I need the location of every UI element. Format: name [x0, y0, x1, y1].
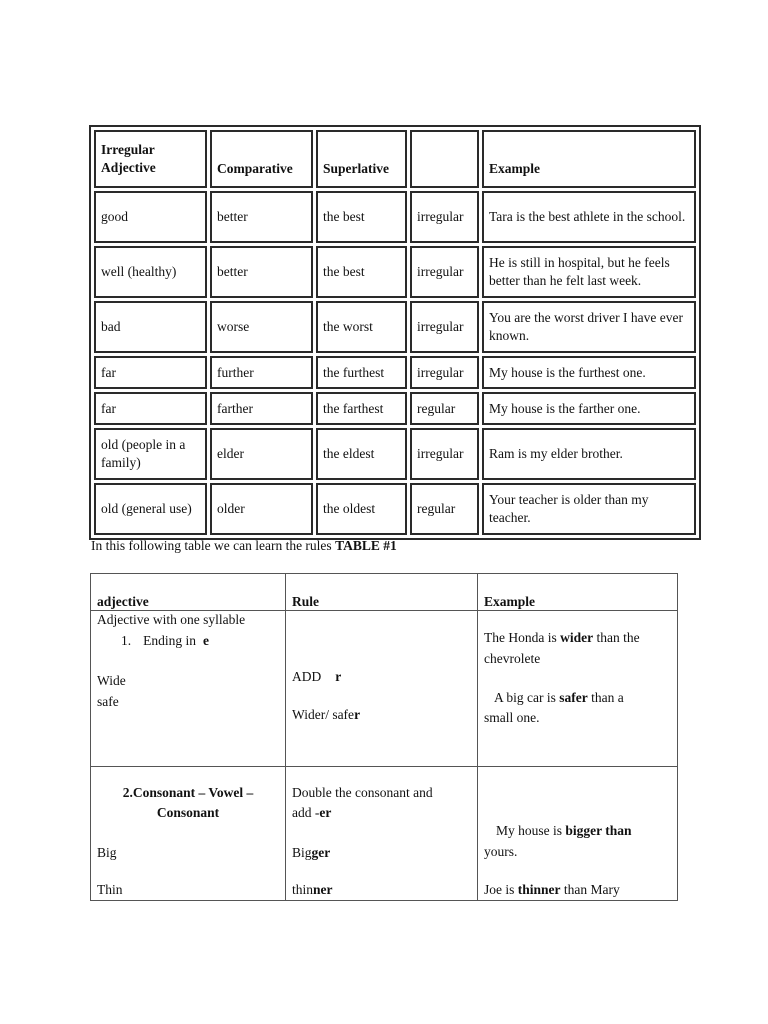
header-comparative: Comparative: [210, 130, 313, 188]
table-cell: bad: [94, 301, 207, 353]
header-rule: Rule: [292, 594, 319, 609]
table-cell: He is still in hospital, but he feels better than he felt last week.: [482, 246, 696, 298]
table-cell: irregular: [410, 246, 479, 298]
adjective-one-syllable-title: Adjective with one syllable: [97, 612, 246, 627]
list-number: 1.: [121, 633, 132, 648]
table-cell: the best: [316, 246, 407, 298]
rule-add: ADD: [292, 669, 322, 684]
example-text: My house is: [496, 823, 566, 838]
rules-table: [90, 573, 678, 901]
table-cell: You are the worst driver I have ever known.: [482, 301, 696, 353]
table-cell: regular: [410, 483, 479, 535]
header-example: Example: [484, 594, 536, 609]
row-divider: [91, 766, 677, 767]
table-cell: elder: [210, 428, 313, 480]
example-text: than Mary: [560, 882, 620, 897]
table-row: [94, 392, 696, 425]
intro-table-label: TABLE #1: [335, 538, 397, 553]
table-cell: worse: [210, 301, 313, 353]
example-honda-line2: chevrolete: [484, 651, 541, 666]
table-cell: Your teacher is older than my teacher.: [482, 483, 696, 535]
table-cell: the eldest: [316, 428, 407, 480]
rule-suffix: er: [319, 805, 332, 820]
intro-sentence: [91, 537, 397, 555]
cvc-title-line1: 2.Consonant – Vowel –: [122, 785, 254, 800]
example-big-car-line1: [494, 688, 624, 708]
example-bold-word: safer: [559, 690, 588, 705]
table-row: [94, 246, 696, 298]
header-example: Example: [482, 130, 696, 188]
rule-example-suffix: r: [354, 707, 361, 722]
table-cell: Tara is the best athlete in the school.: [482, 191, 696, 243]
table-row: [94, 428, 696, 480]
example-text: Joe is: [484, 882, 518, 897]
rule-letter: r: [335, 669, 342, 684]
example-bold-word: thinner: [517, 882, 561, 897]
table-cell: irregular: [410, 191, 479, 243]
list-letter: e: [203, 633, 209, 648]
example-text: The Honda is: [484, 630, 561, 645]
table-row: [94, 191, 696, 243]
table-cell: regular: [410, 392, 479, 425]
table-cell: far: [94, 356, 207, 389]
table-row: [94, 483, 696, 535]
table-cell: irregular: [410, 301, 479, 353]
rule-double-consonant-line2: [292, 803, 331, 823]
list-item-ending-in-e: [121, 631, 209, 651]
table-cell: the worst: [316, 301, 407, 353]
column-divider: [477, 574, 478, 900]
table-cell: the oldest: [316, 483, 407, 535]
example-bold-word: wider: [560, 630, 594, 645]
example-big-car-line2: small one.: [484, 710, 540, 725]
rule-double-consonant-line1: Double the consonant and: [292, 785, 433, 800]
table-cell: further: [210, 356, 313, 389]
example-house-line1: [496, 821, 632, 841]
adjective-word-thin: Thin: [97, 882, 123, 897]
table-cell: irregular: [410, 428, 479, 480]
table-cell: well (healthy): [94, 246, 207, 298]
intro-text: In this following table we can learn the rules: [91, 538, 336, 553]
header-superlative: Superlative: [316, 130, 407, 188]
table-cell: My house is the furthest one.: [482, 356, 696, 389]
adjective-word-big: Big: [97, 845, 117, 860]
table-cell: better: [210, 191, 313, 243]
rule-suffix: ger: [311, 845, 331, 860]
table-cell: old (people in a family): [94, 428, 207, 480]
table-cell: the best: [316, 191, 407, 243]
cvc-title-line2: Consonant: [156, 805, 220, 820]
example-bold-word: bigger than: [565, 823, 632, 838]
header-blank: [410, 130, 479, 188]
example-honda-line1: [484, 628, 640, 648]
rule-example-wider-safer: [292, 705, 360, 725]
table-cell: the farthest: [316, 392, 407, 425]
header-irregular-adjective: Irregular Adjective: [94, 130, 207, 188]
rule-text: Big: [292, 845, 312, 860]
rule-example-text: Wider/ safe: [292, 707, 355, 722]
rule-example-bigger: [292, 843, 330, 863]
table-cell: irregular: [410, 356, 479, 389]
rule-text: thin: [292, 882, 314, 897]
table-row: [94, 301, 696, 353]
adjective-word-wide: Wide: [97, 673, 126, 688]
list-text: Ending in: [143, 633, 196, 648]
example-joe-line: [484, 880, 620, 900]
table-cell: farther: [210, 392, 313, 425]
table-cell: far: [94, 392, 207, 425]
rule-text: add -: [292, 805, 320, 820]
table-cell: Ram is my elder brother.: [482, 428, 696, 480]
rule-add-r: [292, 667, 341, 687]
table-cell: good: [94, 191, 207, 243]
table-cell: old (general use): [94, 483, 207, 535]
rule-example-thinner: [292, 880, 333, 900]
table-cell: My house is the farther one.: [482, 392, 696, 425]
example-text: than a: [587, 690, 624, 705]
example-house-line2: yours.: [484, 844, 518, 859]
table-cell: older: [210, 483, 313, 535]
example-text: than the: [593, 630, 640, 645]
header-adjective: adjective: [97, 594, 149, 609]
table-cell: the furthest: [316, 356, 407, 389]
example-text: A big car is: [494, 690, 560, 705]
rule-suffix: ner: [313, 882, 333, 897]
table-row: [94, 356, 696, 389]
irregular-adjectives-table: [89, 125, 701, 540]
adjective-word-safe: safe: [97, 694, 119, 709]
table-cell: better: [210, 246, 313, 298]
column-divider: [285, 574, 286, 900]
table-header-row: [94, 130, 696, 188]
